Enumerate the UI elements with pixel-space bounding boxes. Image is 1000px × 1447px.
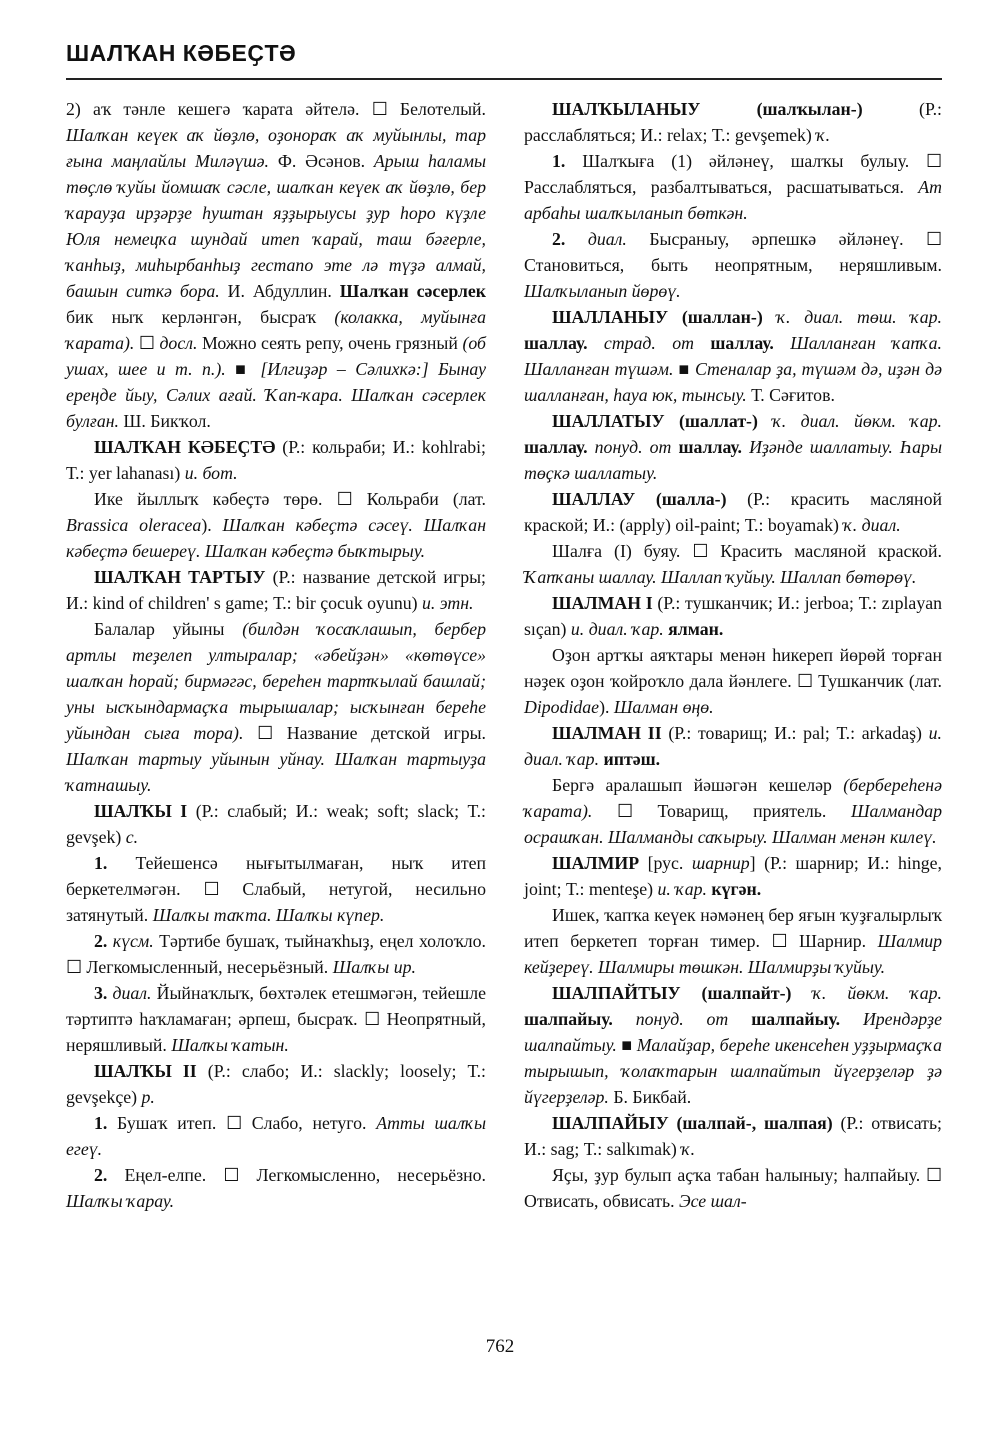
text-run: Оҙон артҡы аяҡтары менән һикереп йөрөй торған нәҙек оҙон ҡойроҡло дала йәнлеге. ☐ Тушканчик (лат. (524, 645, 942, 691)
italic-run: Шалҡы таҡта. Шалҡы күпер. (152, 905, 385, 925)
right-column (524, 96, 942, 1214)
italic-run: Шалмир кейҙереү. Шалмиры төшкән. Шалмирҙы ҡуйыу. (524, 931, 942, 977)
italic-run: Шалланған ҡапҡа. Шалланған түшәм. (524, 333, 942, 379)
italic-run: и. ҡар. (657, 879, 707, 899)
italic-run: и. диал. ҡар. (570, 619, 664, 639)
entry-shalkan-kebeste-head (66, 434, 486, 486)
entry-shalpaityu (524, 980, 942, 1110)
italic-run: Малайҙар, береһе икенсеһен уҙҙырмаҫҡа тырышып, ҡолаҡтарын шалпайтып йүгерҙеләр ҙә йүгерҙеләр. (524, 1035, 942, 1107)
text-run: Тейешенсә нығытылмаған, ныҡ итеп беркетелмәгән. ☐ Слабый, нетугой, несильно затянутый. (66, 853, 486, 925)
italic-run: Шалман өңө. (613, 697, 714, 717)
headword-run: Шалҡан сәсерлек (339, 281, 486, 301)
italic-run: [Илгиҙәр – Сәлихкә:] Бынау ереңде йыу, Сәлих ағай. Ҡап-ҡара. Шалҡан сәсерлек булған. (66, 359, 486, 431)
text-run: ☐ Товарищ, приятель. (592, 801, 851, 821)
italic-run: понуд. от (594, 437, 672, 457)
headword-run: ШАЛМАН II (552, 723, 662, 743)
text-run (758, 411, 772, 431)
text-run: (Р.: название детской игры; И.: kind of children' s game; Т.: bir çocuk oyunu) (66, 567, 487, 613)
page-number: 762 (485, 1336, 515, 1357)
text-run: Еңел-елпе. ☐ Легкомысленно, несерьёзно. (107, 1165, 486, 1185)
headword-run: ШАЛҠЫЛАНЫУ (шалҡылан-) (552, 99, 863, 119)
headword-run: ШАЛЛАНЫУ (шаллан-) (552, 307, 763, 327)
italic-run: Ат арбаһы шалҡыланып бөткән. (524, 177, 942, 223)
italic-run: ҡ. йөкм. ҡар. (812, 983, 942, 1003)
entry-shalman-1-head (524, 590, 942, 642)
italic-run: Арыш һаламы төҫлө ҡуйы йомшаҡ сәсле, шалҡан кеүек аҡ йөҙлө, бер ҡарауҙа ирҙәрҙе һуштан яҙҙырыусы ҙур һоро күҙле Юля немецҡа шундай итеп ҡарай, таш бәғерле, ҡанһыҙ, миһырбанһыҙ гестапо эте лә түҙә алмай, башын ситкә бора. (66, 151, 487, 301)
headword-run: ялман. (668, 619, 724, 639)
text-run: Бушаҡ итеп. ☐ Слабо, нетуго. (107, 1113, 377, 1133)
text-run: (Р.: слабый; И.: weak; soft; slack; Т.: gevşek) (66, 801, 486, 847)
text-run: И. Абдуллин. (219, 281, 340, 301)
text-run: ■ (673, 359, 695, 379)
text-run (791, 983, 812, 1003)
headword-run: ШАЛҠЫ II (94, 1061, 197, 1081)
entry-shalpaiyu-sense (524, 1162, 942, 1214)
italic-run: ҡ. (816, 125, 831, 145)
headword-run: ШАЛҠАН КӘБЕҪТӘ (94, 437, 276, 457)
italic-run: күсм. (112, 931, 154, 951)
italic-run: ҡ. диал. йөкм. ҡар. (772, 411, 942, 431)
italic-run: Brassica oleracea (66, 515, 202, 535)
entry-shalpaiyu-head (524, 1110, 942, 1162)
header-rule (66, 78, 942, 80)
italic-run: Шалҡы ҡатын. (171, 1035, 289, 1055)
entry-shalman-1-sense (524, 642, 942, 720)
text-run (588, 437, 595, 457)
text-run: (Р.: отвисать; И.: sag; Т.: salkımak) (524, 1113, 942, 1159)
italic-run: Ирендәрҙе шалпайтыу. (524, 1009, 943, 1055)
italic-run: Dipodidae (524, 697, 600, 717)
text-run (763, 307, 777, 327)
text-run (588, 333, 604, 353)
text-run (728, 1009, 751, 1029)
entry-shalky-2-head (66, 1058, 486, 1110)
italic-run: ҡ. (681, 1139, 696, 1159)
italic-run: Шалҡыланып йөрөү. (524, 281, 681, 301)
headword-run: ШАЛЛАТЫУ (шаллат-) (552, 411, 758, 431)
headword-run: 1. (94, 1113, 108, 1133)
headword-run: иптәш. (603, 749, 661, 769)
italic-run: Шалҡан кеүек аҡ йөҙлө, оҙонораҡ аҡ муйынлы, тар ғына маңлайлы Миләүшә. (66, 125, 486, 171)
italic-run: ҡ. диал. (843, 515, 901, 535)
headword-run: шалпайыу. (524, 1009, 613, 1029)
headword-run: ШАЛҠЫ I (94, 801, 188, 821)
text-run: Шалҡыға (1) әйләнеү, шалҡы булыу. ☐ Расслабляться, разбалтываться, расшатываться. (524, 151, 942, 197)
entry-shalman-2-sense (524, 772, 942, 850)
text-run: бик ныҡ керләнгән, бысраҡ (66, 307, 335, 327)
entry-shallatyu (524, 408, 942, 486)
italic-run: р. (141, 1087, 155, 1107)
italic-run: с. (125, 827, 139, 847)
headword-run: шалпайыу. (751, 1009, 841, 1029)
headword-run: ШАЛҠАН ТАРТЫУ (94, 567, 266, 587)
entry-shalkan-tartyu-sense (66, 616, 486, 798)
text-run: Т. Сәғитов. (746, 385, 835, 405)
text-run: ☐ (134, 333, 160, 353)
italic-run: Шалҡы ҡарау. (66, 1191, 175, 1211)
text-run: Бысраныу, әрпешкә әйләнеү. ☐ Становиться, быть неопрятным, неряшливым. (524, 229, 942, 275)
left-column (66, 96, 486, 1214)
text-run: Ике йыллыҡ кәбеҫтә төрө. ☐ Кольраби (лат. (94, 489, 486, 509)
italic-run: Шалҡан кәбеҫтә сәсеү. Шалҡан кәбеҫтә бешереү. Шалҡан кәбеҫтә быҡтырыу. (66, 515, 487, 561)
text-run: Ф. Әсәнов. (269, 151, 374, 171)
text-run: (Р.: красить масляной краской; И.: (apply) oil-paint; Т.: boyamak) (524, 489, 942, 535)
text-run (613, 1009, 636, 1029)
italic-run: (колакка, муйынға ҡарата). (66, 307, 487, 353)
entry-shalkan-tartyu-head (66, 564, 486, 616)
headword-run: ШАЛПАЙТЫУ (шалпайт-) (552, 983, 792, 1003)
text-run: Яҫы, ҙур булып аҫҡа табан һалыныу; һалпайыу. ☐ Отвисать, обвисать. (524, 1165, 942, 1211)
text-run: ). (201, 515, 223, 535)
text-run (694, 333, 710, 353)
italic-run: Иҙәнде шаллатыу. Һары төҫкә шаллатыу. (524, 437, 942, 483)
entry-shalkan-kebeste-sense (66, 486, 486, 564)
italic-run: Шалмандар осрашҡан. Шалманды саҡырыу. Шалман менән килеү. (524, 801, 942, 847)
headword-run: 2. (94, 1165, 108, 1185)
text-run: (Р.: расслабляться; И.: relax; Т.: gevşemek) (524, 99, 942, 145)
text-run: Бергә аралашып йәшәгән кешеләр (552, 775, 844, 795)
italic-run: и. этн. (421, 593, 474, 613)
italic-run: Стеналар ҙа, түшәм дә, иҙән дә шалланған, һауа юк, тынсыу. (524, 359, 942, 405)
italic-run: Ҡапҡаны шаллау. Шаллап ҡуйыу. Шаллап бөтөрөү. (524, 567, 917, 587)
italic-run: и. диал. ҡар. (524, 723, 942, 769)
italic-run: (берберeһенә ҡарата). (524, 775, 942, 821)
headword-run: күгән. (711, 879, 762, 899)
text-run: Б. Бикбай. (608, 1087, 692, 1107)
entry-shalky-2-sense-1 (66, 1110, 486, 1162)
headword-run: 1. (552, 151, 566, 171)
italic-run: и. бот. (184, 463, 238, 483)
text-run: ). (599, 697, 614, 717)
italic-run: Эсе шал- (679, 1191, 747, 1211)
headword-run: 1. (94, 853, 108, 873)
headword-run: 2. (94, 931, 108, 951)
entry-shalky-1-sense-3 (66, 980, 486, 1058)
italic-run: шарнир (691, 853, 750, 873)
headword-run: шаллау. (710, 333, 774, 353)
headword-run: шаллау. (524, 437, 588, 457)
text-run: Ш. Бикҡол. (118, 411, 211, 431)
italic-run: Шалҡан тартыу уйынын уйнау. Шалҡан тартыуҙа ҡатнашыу. (66, 749, 486, 795)
text-run: Тәртибе бушаҡ, тыйнаҡһыҙ, еңел холоҡло. ☐ Легкомысленный, несерьёзный. (66, 931, 486, 977)
entry-shalkylanyu-sense-1 (524, 148, 942, 226)
text-run: Шалға (I) буяу. ☐ Красить масляной краской. (552, 541, 942, 561)
entry-shalky-2-sense-2 (66, 1162, 486, 1214)
text-run (840, 1009, 863, 1029)
italic-run: досл. (159, 333, 198, 353)
headword-run: ШАЛПАЙЫУ (шалпай-, шалпая) (552, 1113, 833, 1133)
running-head: ШАЛҠАН КӘБЕҪТӘ (66, 40, 297, 66)
text-run (774, 333, 790, 353)
italic-run: (об ушах, шее и т. п.). (66, 333, 486, 379)
text-run: (Р.: кольраби; И.: kohlrabi; Т.: yer lahanası) (66, 437, 486, 483)
headword-run: ШАЛЛАУ (шалла-) (552, 489, 727, 509)
entry-shallanyu (524, 304, 942, 408)
text-run: ■ (616, 1035, 637, 1055)
text-run: Балалар уйыны (94, 619, 243, 639)
italic-run: Атты шалҡы егеү. (66, 1113, 486, 1159)
entry-shalky-1-sense-2 (66, 928, 486, 980)
text-run: Ишек, ҡапҡа кеүек нәмәнең бер яғын ҡуҙғалырлыҡ итеп беркетеп торған тимер. ☐ Шарнир. (524, 905, 942, 951)
entry-shalmir-head (524, 850, 942, 902)
italic-run: ҡ. диал. төш. ҡар. (776, 307, 942, 327)
text-run: Можно сеять репу, очень грязный (197, 333, 463, 353)
headword-run: 2. (552, 229, 566, 249)
entry-continuation (66, 96, 486, 434)
italic-run: Шалҡы ир. (332, 957, 416, 977)
italic-run: понуд. от (635, 1009, 729, 1029)
entry-shalman-2-head (524, 720, 942, 772)
italic-run: диал. (587, 229, 627, 249)
text-run: (Р.: тушканчик; И.: jerboa; Т.: zıplayan sıçan) (524, 593, 943, 639)
headword-run: ШАЛМИР (552, 853, 640, 873)
entry-shallau-head (524, 486, 942, 538)
text-run: 2) аҡ тәнле кешегә ҡарата әйтелә. ☐ Белотелый. (66, 99, 486, 119)
italic-run: (билдән ҡосаҡлашып, бербер артлы теҙелеп ултыралар; «әбейҙән» «көтөүсе» шалҡан һорай; бирмәгәс, береһен тартҡылай башлай; уны ысҡындармаҫҡа тырышалар; ысҡынған береһе уйындан сыға тора). (66, 619, 487, 743)
text-run: ☐ Название детской игры. (243, 723, 486, 743)
entry-shalkylanyu-sense-2 (524, 226, 942, 304)
headword-run: ШАЛМАН I (552, 593, 653, 613)
entry-shallau-sense (524, 538, 942, 590)
entry-shalmir-sense (524, 902, 942, 980)
entry-shalky-1-sense-1 (66, 850, 486, 928)
headword-run: шаллау. (678, 437, 743, 457)
text-run: ] (Р.: шарнир; И.: hinge, joint; Т.: menteşe) (524, 853, 942, 899)
headword-run: шаллау. (524, 333, 588, 353)
entry-shalky-1-head (66, 798, 486, 850)
entry-shalkylanyu-head (524, 96, 942, 148)
italic-run: диал. (112, 983, 152, 1003)
italic-run: страд. от (603, 333, 694, 353)
text-run (565, 229, 588, 249)
headword-run: 3. (94, 983, 108, 1003)
text-run: [рус. (639, 853, 692, 873)
text-run: (Р.: слабо; И.: slackly; loosely; Т.: gevşekçe) (66, 1061, 486, 1107)
text-run: Йыйнаҡлыҡ, бөхтәлек етешмәгән, тейешле тәртиптә һаҡламаған; әрпеш, бысраҡ. ☐ Неопрятный, неряшливый. (66, 983, 486, 1055)
text-run: ■ (225, 359, 261, 379)
text-run: (Р.: товарищ; И.: pal; Т.: arkadaş) (661, 723, 929, 743)
